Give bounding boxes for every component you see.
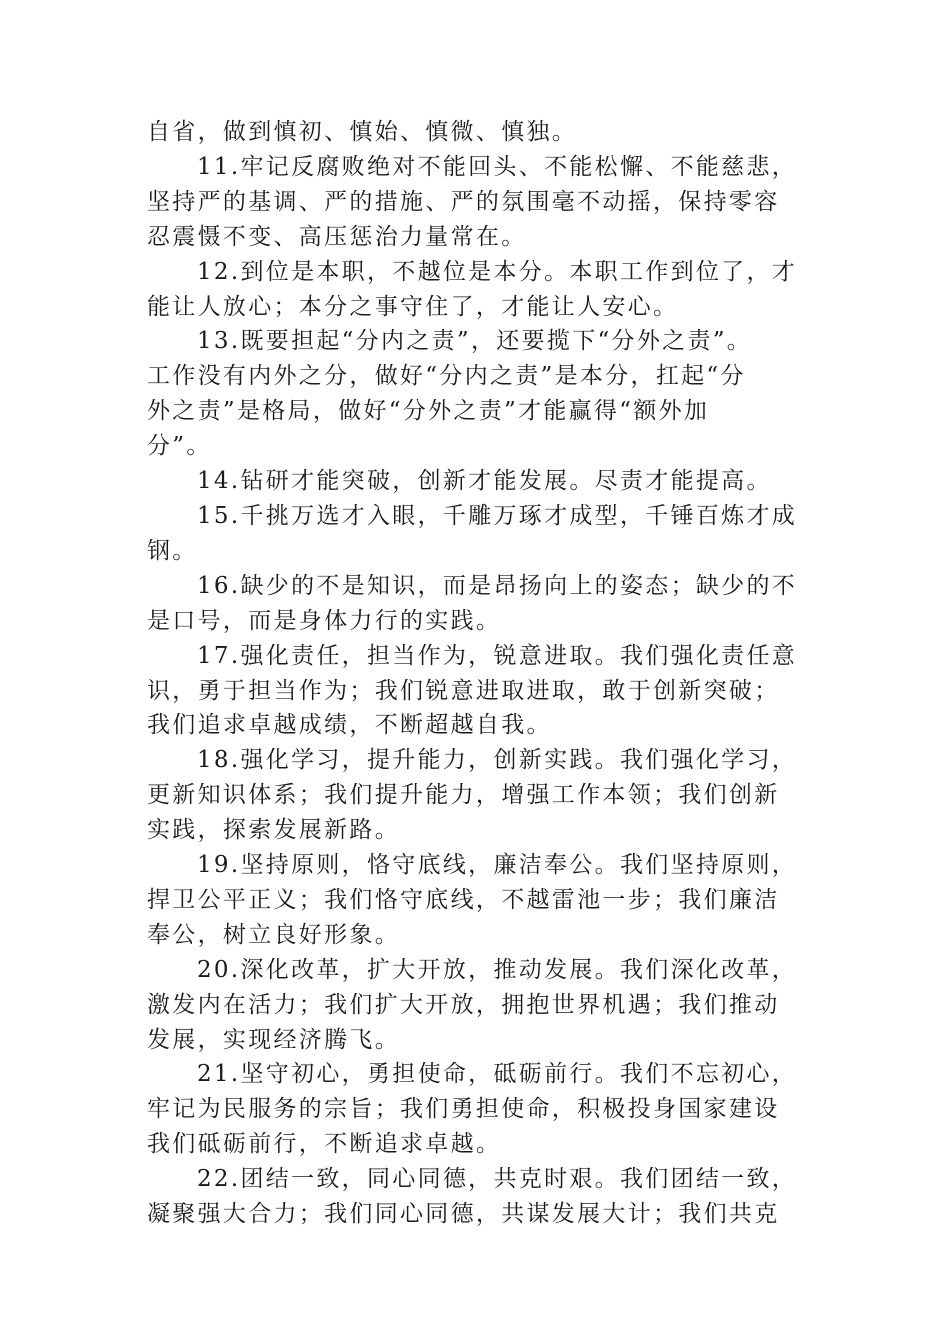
document-body [147,115,807,1232]
paragraph-first-line: 20.深化改革，扩大开放，推动发展。我们深化改革， [197,956,798,983]
text-line: 我们砥砺前行，不断追求卓越。 [147,1131,502,1158]
text-line: 外之责”是格局，做好“分外之责”才能赢得“额外加 [147,398,710,425]
text-line: 分”。 [147,433,212,460]
text-line: 我们追求卓越成绩，不断超越自我。 [147,712,552,739]
text-line: 激发内在活力；我们扩大开放，拥抱世界机遇；我们推动 [147,991,780,1018]
text-line: 自省，做到慎初、慎始、慎微、慎独。 [147,119,578,145]
paragraph-first-line: 17.强化责任，担当作为，锐意进取。我们强化责任意 [197,642,798,669]
text-line: 更新知识体系；我们提升能力，增强工作本领；我们创新 [147,782,780,809]
paragraph-first-line: 18.强化学习，提升能力，创新实践。我们强化学习， [197,747,798,774]
text-line: 奉公，树立良好形象。 [147,921,400,948]
paragraph-first-line: 21.坚守初心，勇担使命，砥砺前行。我们不忘初心， [197,1061,798,1088]
paragraph-first-line: 19.坚持原则，恪守底线，廉洁奉公。我们坚持原则， [197,852,798,879]
paragraph-first-line: 13.既要担起“分内之责”，还要揽下“分外之责”。 [197,328,753,355]
text-line: 工作没有内外之分，做好“分内之责”是本分，扛起“分 [147,363,746,390]
text-line: 是口号，而是身体力行的实践。 [147,607,502,634]
text-line: 牢记为民服务的宗旨；我们勇担使命，积极投身国家建设 [147,1096,780,1123]
text-line: 发展，实现经济腾飞。 [147,1026,400,1053]
text-line: 能让人放心；本分之事守住了，才能让人安心。 [147,293,679,320]
paragraph-first-line: 16.缺少的不是知识，而是昂扬向上的姿态；缺少的不 [197,572,798,599]
paragraph-first-line: 15.千挑万选才入眼，千雕万琢才成型，千锤百炼才成 [197,502,798,529]
text-line: 钢。 [147,537,198,564]
text-line: 凝聚强大合力；我们同心同德，共谋发展大计；我们共克 [147,1201,780,1228]
paragraph-first-line: 22.团结一致，同心同德，共克时艰。我们团结一致， [197,1166,798,1193]
paragraph-first-line: 14.钻研才能突破，创新才能发展。尽责才能提高。 [197,468,772,495]
text-line: 捍卫公平正义；我们恪守底线，不越雷池一步；我们廉洁 [147,886,780,913]
text-line: 实践，探索发展新路。 [147,817,400,844]
text-line: 坚持严的基调、严的措施、严的氛围毫不动摇，保持零容 [147,188,780,215]
paragraph-first-line: 11.牢记反腐败绝对不能回头、不能松懈、不能慈悲， [197,153,798,180]
text-line: 识，勇于担当作为；我们锐意进取进取，敢于创新突破； [147,677,780,704]
text-line: 忍震慑不变、高压惩治力量常在。 [147,223,527,250]
paragraph-first-line: 12.到位是本职，不越位是本分。本职工作到位了，才 [197,258,798,285]
